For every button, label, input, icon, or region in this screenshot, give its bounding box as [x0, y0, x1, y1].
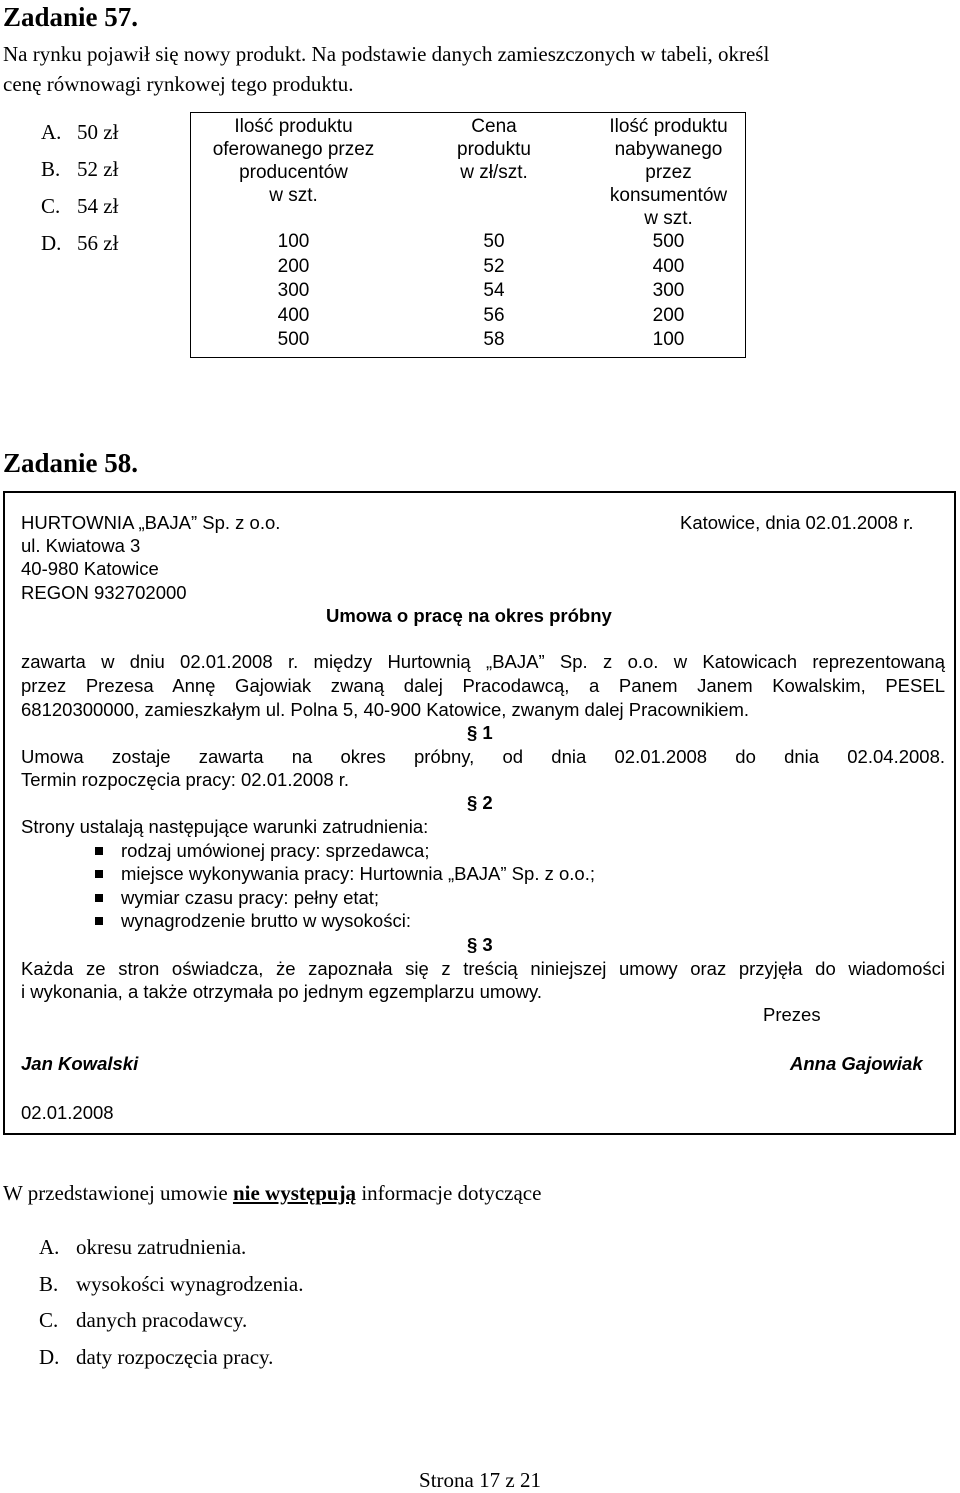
option-letter: D. — [41, 231, 62, 255]
task57-option-a[interactable] — [41, 114, 118, 151]
section-1-marker: § 1 — [467, 722, 493, 743]
option-letter: A. — [39, 1235, 60, 1259]
table-cell: 54 — [483, 280, 505, 301]
table-row — [191, 304, 746, 329]
condition-text: wynagrodzenie brutto w wysokości: — [121, 910, 411, 931]
table-row — [191, 230, 746, 255]
bullet-square-icon — [95, 870, 103, 878]
task57-title: Zadanie 57. — [3, 2, 139, 32]
task57-options — [41, 114, 118, 262]
header-line: Ilość produktu — [234, 116, 353, 137]
header-supply-quantity — [191, 113, 397, 231]
task58-question — [3, 1181, 541, 1206]
option-text: danych pracodawcy. — [76, 1308, 248, 1332]
employee-signature: Jan Kowalski — [21, 1053, 139, 1074]
option-letter: B. — [39, 1271, 59, 1296]
task58-option-c[interactable] — [39, 1302, 303, 1339]
task58-options — [39, 1229, 303, 1375]
contract-body-line: zawarta w dniu 02.01.2008 r. między Hurtownią „BAJA” Sp. z o.o. w Katowicach reprezentowaną — [21, 651, 945, 672]
table-cell: 50 — [483, 231, 505, 252]
employment-contract — [3, 491, 956, 1135]
question-emphasis: nie występują — [232, 1181, 357, 1205]
header-line: w zł/szt. — [460, 162, 528, 183]
header-line: Ilość produktu — [609, 116, 728, 137]
question-text: W przedstawionej umowie — [3, 1181, 233, 1205]
table-cell: 52 — [483, 255, 505, 277]
task57-prompt-line1: Na rynku pojawił się nowy produkt. Na podstawie danych zamieszczonych w tabeli, określ — [3, 42, 770, 66]
task57-option-d[interactable] — [41, 225, 118, 262]
table-row — [191, 255, 746, 280]
employer-regon: REGON 932702000 — [21, 582, 187, 603]
table-cell: 500 — [652, 231, 685, 252]
table-cell: 200 — [652, 304, 685, 326]
condition-text: wymiar czasu pracy: pełny etat; — [121, 887, 380, 908]
header-line: produktu — [457, 139, 531, 160]
header-line: nabywanego przez — [614, 139, 723, 183]
place-date: Katowice, dnia 02.01.2008 r. — [680, 512, 914, 533]
header-demand-quantity — [592, 113, 746, 231]
employer-signature: Anna Gajowiak — [790, 1053, 923, 1074]
task58-option-b[interactable] — [39, 1266, 303, 1303]
employer-name: HURTOWNIA „BAJA” Sp. z o.o. — [21, 512, 281, 533]
option-text: daty rozpoczęcia pracy. — [76, 1344, 274, 1369]
table-row — [191, 328, 746, 357]
question-text-end: informacje dotyczące — [356, 1181, 542, 1205]
supply-demand-table — [190, 112, 746, 358]
option-letter: A. — [41, 120, 62, 144]
condition-text: miejsce wykonywania pracy: Hurtownia „BAJA” Sp. z o.o.; — [121, 863, 595, 884]
option-letter: D. — [39, 1344, 60, 1369]
contract-body-line: 68120300000, zamieszkałym ul. Polna 5, 40-900 Katowice, zwanym dalej Pracownikiem. — [21, 699, 750, 720]
section-1-start-date: Termin rozpoczęcia pracy: 02.01.2008 r. — [21, 769, 350, 790]
header-price — [396, 113, 592, 231]
bullet-square-icon — [95, 847, 103, 855]
task58-option-a[interactable] — [39, 1229, 303, 1266]
task57-option-b[interactable] — [41, 151, 118, 188]
task57-prompt — [3, 39, 769, 99]
option-text: 52 zł — [77, 157, 119, 181]
header-line: w szt. — [269, 185, 318, 206]
employer-street: ul. Kwiatowa 3 — [21, 535, 141, 556]
table-row — [191, 279, 746, 304]
option-text: 50 zł — [77, 120, 119, 144]
task58-title: Zadanie 58. — [3, 448, 139, 478]
header-line: w szt. — [644, 208, 693, 229]
table-cell: 58 — [483, 329, 505, 350]
table-cell: 500 — [277, 329, 310, 350]
section-3-marker: § 3 — [467, 934, 493, 955]
table-cell: 300 — [652, 280, 685, 301]
section-1-text: Umowa zostaje zawarta na okres próbny, od dnia 02.01.2008 do dnia 02.04.2008. — [21, 746, 945, 767]
table-cell: 56 — [483, 304, 505, 326]
section-2-marker: § 2 — [467, 792, 493, 813]
page-footer: Strona 17 z 21 — [419, 1468, 541, 1492]
table-header-row — [191, 113, 746, 231]
option-letter: C. — [41, 194, 61, 218]
option-letter: B. — [41, 157, 61, 181]
table-cell: 100 — [652, 329, 685, 350]
header-line: konsumentów — [609, 185, 728, 206]
header-line: Cena — [471, 116, 517, 137]
bullet-square-icon — [95, 917, 103, 925]
sign-date: 02.01.2008 — [21, 1102, 114, 1123]
condition-text: rodzaj umówionej pracy: sprzedawca; — [121, 840, 430, 861]
option-text: okresu zatrudnienia. — [76, 1235, 247, 1259]
table-cell: 400 — [652, 255, 685, 277]
employer-role: Prezes — [763, 1004, 821, 1025]
task57-option-c[interactable] — [41, 188, 118, 225]
header-line: producentów — [239, 162, 348, 183]
bullet-square-icon — [95, 894, 103, 902]
option-text: 56 zł — [77, 231, 119, 255]
task57-prompt-line2: cenę równowagi rynkowej tego produktu. — [3, 72, 354, 96]
section-3-text: Każda ze stron oświadcza, że zapoznała się z treścią niniejszej umowy oraz przyjęła do wiadomości — [21, 958, 945, 979]
section-3-text-cont: i wykonania, a także otrzymała po jednym egzemplarzu umowy. — [21, 981, 542, 1002]
contract-title: Umowa o pracę na okres próbny — [326, 605, 612, 626]
task58-option-d[interactable] — [39, 1339, 303, 1376]
table-cell: 400 — [277, 304, 310, 326]
table-cell: 200 — [277, 255, 310, 277]
header-line: oferowanego przez — [212, 139, 375, 160]
employer-city: 40-980 Katowice — [21, 558, 159, 579]
option-text: wysokości wynagrodzenia. — [76, 1271, 304, 1296]
section-2-intro: Strony ustalają następujące warunki zatrudnienia: — [21, 816, 429, 837]
table-cell: 100 — [277, 231, 310, 252]
option-text: 54 zł — [77, 194, 119, 218]
contract-body-line: przez Prezesa Annę Gajowiak zwaną dalej Pracodawcą, a Panem Janem Kowalskim, PESEL — [21, 675, 945, 696]
table-cell: 300 — [277, 280, 310, 301]
option-letter: C. — [39, 1308, 59, 1332]
